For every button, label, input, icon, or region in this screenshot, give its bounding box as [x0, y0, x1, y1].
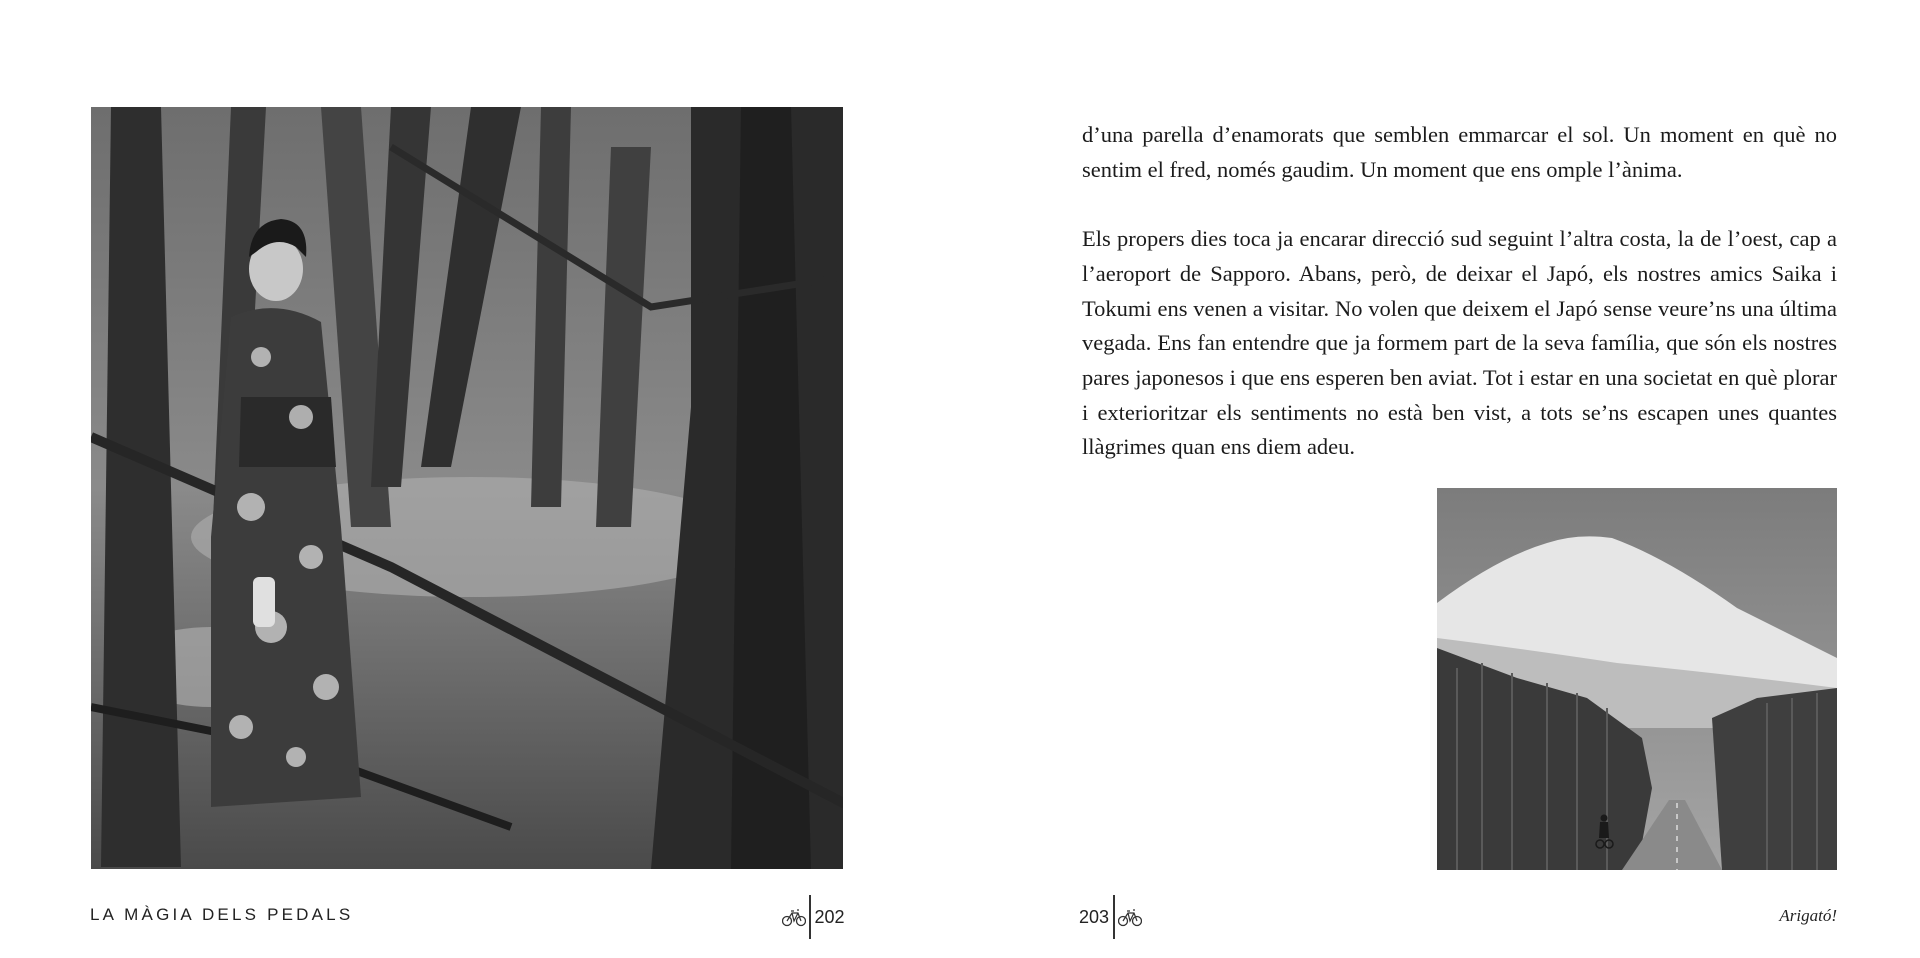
bicycle-icon — [1118, 907, 1142, 927]
kimono-photo — [91, 107, 843, 869]
paragraph-1: d’una parella d’enamorats que semblen emmarcar el sol. Un moment en què no sentim el fred, només gaudim. Un moment que ens omple l’ànima. — [1082, 122, 1837, 182]
folio-divider — [1113, 895, 1115, 939]
book-title: LA MÀGIA DELS PEDALS — [90, 905, 354, 924]
mountain-photo-illustration — [1437, 488, 1837, 870]
folio-divider — [809, 895, 811, 939]
running-head: Arigató! — [1779, 906, 1837, 925]
page-number-left: 202 — [814, 906, 845, 927]
paragraph-2: Els propers dies toca ja encarar direcció sud seguint l’altra costa, la de l’oest, cap a l’aeroport de Sapporo. Abans, però, de deixar el Japó, els nostres amics Saika i Tokumi ens venen a visitar. No volen que deixem el Japó sense veure’ns una última vegada. Ens fan entendre que ja formem part de la seva família, que són els nostres pares japonesos i que ens esperen ben aviat. Tot i estar en una societat en què plorar i exterioritzar els sentiments no està ben vist, a tots se’ns escapen unes quantes llàgrimes quan ens diem adeu. — [1082, 226, 1837, 460]
mountain-photo — [1437, 488, 1837, 870]
folio-left — [782, 895, 845, 939]
body-text — [1082, 118, 1837, 500]
bicycle-icon — [782, 907, 806, 927]
kimono-photo-illustration — [91, 107, 843, 869]
page-number-right: 203 — [1079, 906, 1110, 927]
folio-right — [1079, 895, 1142, 939]
